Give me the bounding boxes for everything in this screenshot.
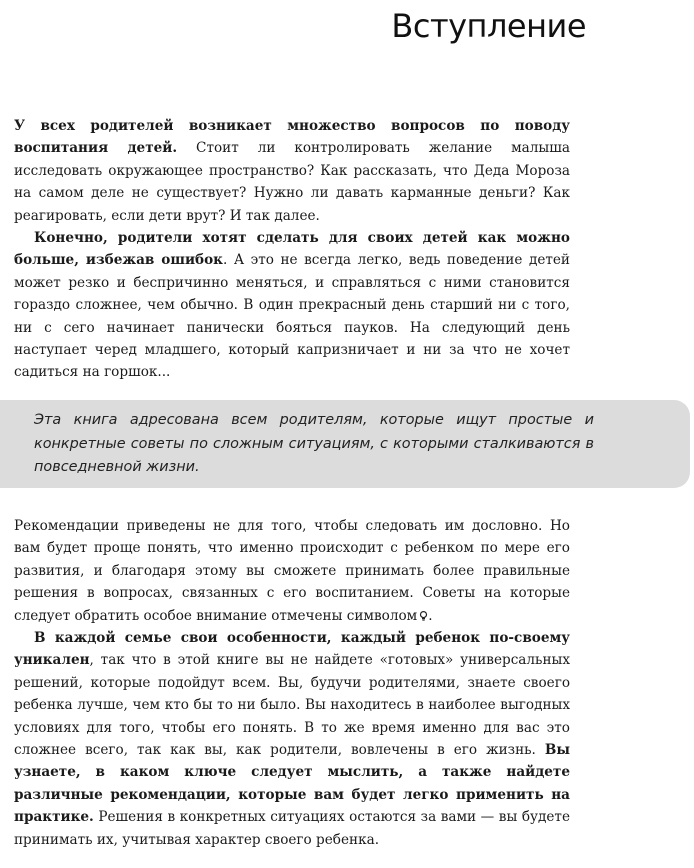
lead-phrase-2: Конечно, родители хотят сделать для своих детей как можно больше, избежав ошибок [14,230,570,269]
body-paragraph-2 [14,627,570,851]
lead-phrase-4: Вы узнаете, в каком ключе следует мыслить, а также найдете различные рекомендации, которые вам будет легко применить на практике. [14,742,570,826]
paragraph-end: . [428,607,433,624]
callout-text: Эта книга адресована всем родителям, которые ищут простые и конкретные советы по сложным ситуациям, с которыми сталкиваются в повседневной жизни. [34,412,594,475]
paragraph-text-1: Стоит ли контролировать желание малыша исследовать окружающее пространство? Как рассказать, что Деда Мороза на самом деле не существует? Нужно ли давать карманные деньги? Как реагировать, если дети врут? И так далее. [14,140,570,224]
paragraph-text-3: Рекомендации приведены не для того, чтобы следовать им дословно. Но вам будет проще понять, что именно происходит с ребенком по мере его развития, и благодаря этому вы сможете принимать более правильные решения в вопросах, связанных с его воспитанием. Советы на которые следует обратить особое внимание отмечены символом [14,518,570,624]
lead-phrase-1: У всех родителей возникает множество вопросов по поводу воспитания детей. [14,118,570,157]
callout-box [0,400,690,488]
intro-section [14,115,570,384]
intro-paragraph-1 [14,115,570,227]
paragraph-text-5: Решения в конкретных ситуациях остаются за вами — вы будете принимать их, учитывая характер своего ребенка. [14,809,570,848]
intro-paragraph-2 [14,227,570,384]
lead-phrase-3: В каждой семье свои особенности, каждый ребенок по-своему уникален [14,630,570,669]
body-paragraph-1 [14,515,570,627]
paragraph-text-4: , так что в этой книге вы не найдете «готовых» универсальных решений, которые подойдут всем. Вы, будучи родителями, знаете своего ребенка лучше, чем кто бы то ни было. Вы находитесь в наиболее выгодных условиях для того, чтобы его понять. В то же время именно для вас это сложнее всего, так как вы, как родители, вовлечены в его жизнь. [14,652,570,759]
paragraph-text-2: . А это не всегда легко, ведь поведение детей может резко и беспричинно меняться, и справляться с ними становится гораздо сложнее, чем обычно. В один прекрасный день старший ни с того, ни с сего начинает панически бояться пауков. На следующий день наступает черед младшего, который капризничает и ни за что не хочет садиться на горшок... [14,252,570,381]
page-title: Вступление [391,7,586,45]
lightbulb-icon [419,606,428,616]
body-section [14,515,570,851]
